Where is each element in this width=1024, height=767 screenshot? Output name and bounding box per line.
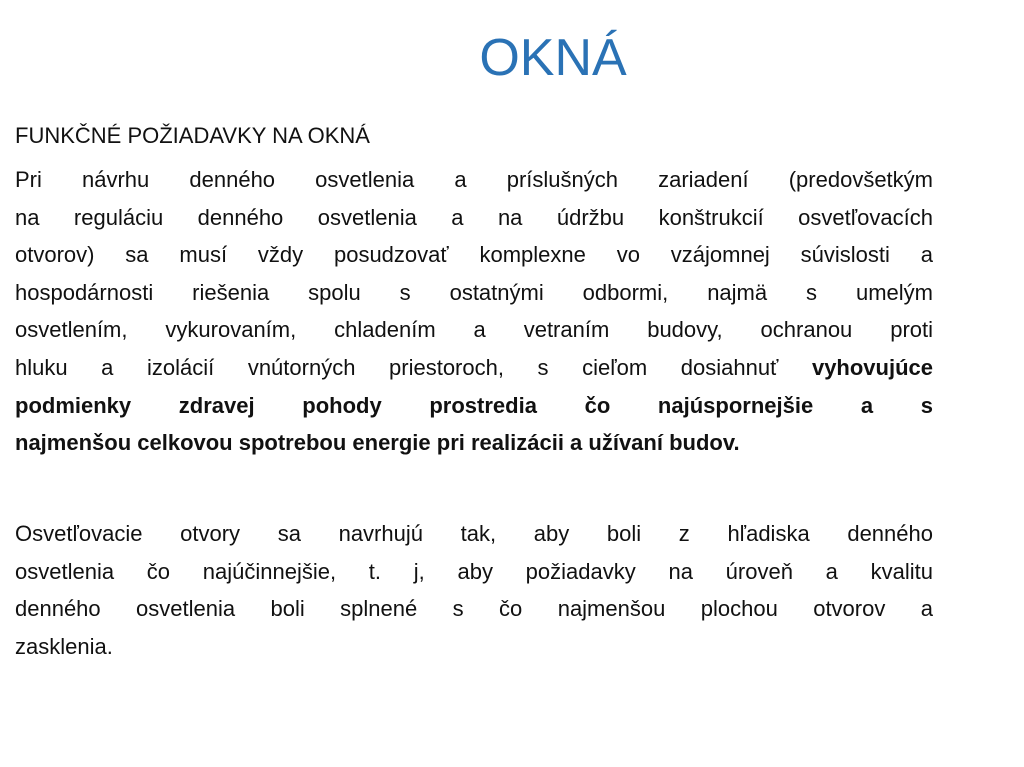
text: zasklenia. — [15, 633, 113, 659]
text-line — [15, 161, 933, 199]
text: hospodárnosti riešenia spolu s ostatnými odbormi, najmä s umelým — [15, 279, 933, 305]
paragraph-requirements — [15, 161, 933, 462]
text-line — [15, 553, 933, 591]
text-line — [15, 349, 933, 387]
text: denného osvetlenia boli splnené s čo najmenšou plochou otvorov a — [15, 596, 933, 622]
text: Pri návrhu denného osvetlenia a príslušných zariadení (predovšetkým — [15, 167, 933, 192]
text: hluku a izolácií vnútorných priestoroch, s cieľom dosiahnuť — [15, 354, 812, 380]
bold-text: vyhovujúce — [811, 354, 933, 380]
text-line — [15, 515, 933, 553]
text-line — [15, 424, 933, 462]
text: otvorov) sa musí vždy posudzovať komplexne vo vzájomnej súvislosti a — [15, 242, 933, 268]
slide-title: OKNÁ — [479, 29, 627, 87]
text-line — [15, 236, 933, 274]
slide-subtitle: FUNKČNÉ POŽIADAVKY NA OKNÁ — [15, 123, 370, 148]
text-line — [15, 387, 933, 425]
text: na reguláciu denného osvetlenia a na údržbu konštrukcií osvetľovacích — [15, 204, 933, 230]
text-line — [15, 590, 933, 628]
text: Osvetľovacie otvory sa navrhujú tak, aby boli z hľadiska denného — [15, 521, 933, 546]
text-line — [15, 199, 933, 237]
text-line — [15, 628, 933, 666]
paragraph-openings — [15, 515, 933, 665]
text: osvetlenia čo najúčinnejšie, t. j, aby požiadavky na úroveň a kvalitu — [15, 558, 933, 584]
text-line — [15, 311, 933, 349]
bold-text: podmienky zdravej pohody prostredia čo najúspornejšie a s — [15, 392, 933, 418]
bold-text: najmenšou celkovou spotrebou energie pri realizácii a užívaní budov. — [15, 430, 740, 456]
text: osvetlením, vykurovaním, chladením a vetraním budovy, ochranou proti — [15, 317, 933, 343]
text-line — [15, 274, 933, 312]
